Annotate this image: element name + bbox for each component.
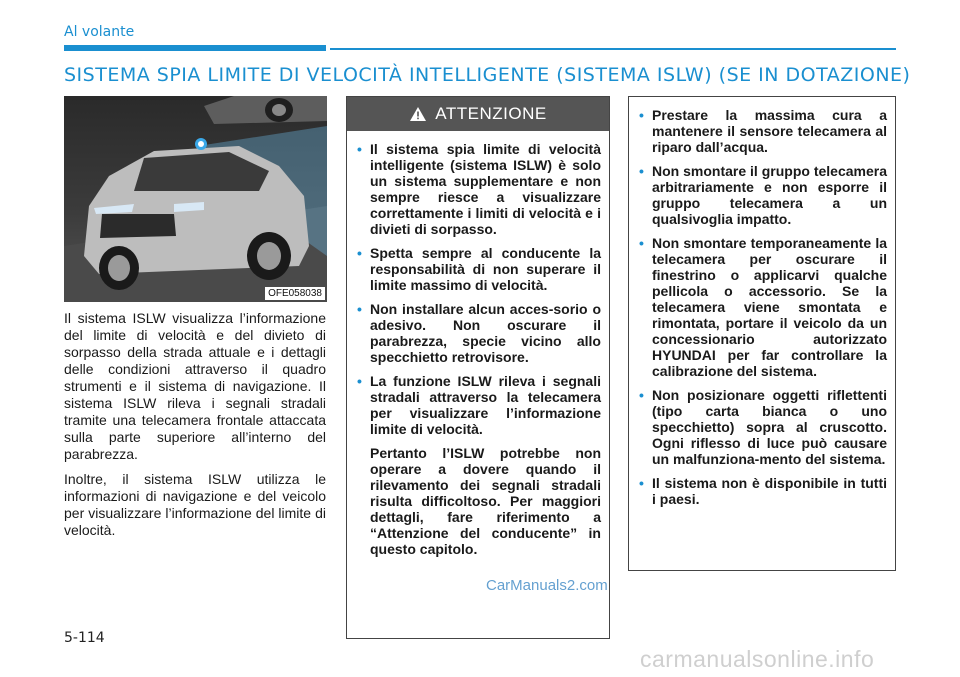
warning-item-text: Il sistema spia limite di velocità intelligente (sistema ISLW) è solo un sistema supplementare e non sempre riesce a visualizzare correttamente i limiti di velocità e i divieti di sorpasso. — [370, 141, 601, 237]
notes-box — [628, 96, 896, 571]
bullet-icon: • — [639, 475, 644, 491]
list-item — [357, 301, 601, 365]
warning-triangle-icon — [409, 106, 427, 122]
warning-title: ATTENZIONE — [435, 104, 547, 123]
list-item — [639, 475, 887, 507]
page-number: 5-114 — [64, 630, 105, 646]
list-item — [639, 235, 887, 379]
page-title: SISTEMA SPIA LIMITE DI VELOCITÀ INTELLIGENTE (SISTEMA ISLW) (SE IN DOTAZIONE) — [64, 64, 911, 86]
bullet-icon: • — [639, 235, 644, 251]
bullet-icon: • — [357, 141, 362, 157]
bullet-icon: • — [639, 387, 644, 403]
bullet-icon: • — [357, 245, 362, 261]
figure-code: OFE058038 — [265, 287, 325, 300]
warning-body — [347, 131, 609, 557]
section-label: Al volante — [64, 24, 135, 40]
warning-continuation: Pertanto l’ISLW potrebbe non operare a dovere quando il rilevamento dei segnali stradali risulta difficoltoso. Per maggiori dettagli, fare riferimento a “Attenzione del conducente” in questo capitolo. — [370, 445, 601, 557]
list-item — [357, 141, 601, 237]
warning-item-text: La funzione ISLW rileva i segnali stradali attraverso la telecamera per visualizzare l’informazione limite di velocità. — [370, 373, 601, 437]
warning-box — [346, 96, 610, 639]
list-item — [639, 107, 887, 155]
header-rule-thin — [330, 48, 896, 50]
intro-text — [64, 310, 326, 547]
warning-header — [347, 97, 609, 131]
warning-item-text: Spetta sempre al conducente la responsabilità di non superare il limite massimo di velocità. — [370, 245, 601, 293]
intro-paragraph: Il sistema ISLW visualizza l’informazione del limite di velocità e del divieto di sorpasso della strada attuale e i dettagli delle condizioni attraverso il quadro strumenti e il sistema di navigazione. Il sistema ISLW rileva i segnali stradali tramite una telecamera frontale attaccata sulla parte superiore all’interno del parabrezza. — [64, 310, 326, 462]
car-illustration — [64, 96, 327, 302]
warning-list — [357, 141, 601, 557]
bullet-icon: • — [357, 373, 362, 389]
list-item — [639, 387, 887, 467]
list-item — [357, 373, 601, 557]
list-item — [639, 163, 887, 227]
bullet-icon: • — [639, 163, 644, 179]
bullet-icon: • — [639, 107, 644, 123]
note-item-text: Non smontare il gruppo telecamera arbitrariamente e non esporre il gruppo telecamera a un qualsivoglia impatto. — [652, 163, 887, 227]
bullet-icon: • — [357, 301, 362, 317]
note-item-text: Non smontare temporaneamente la telecamera per oscurare il finestrino o applicarvi qualche pellicola o accessorio. Se la telecamera viene smontata e rimontata, portare il veicolo da un concessionario autorizzato HYUNDAI per far controllare la calibrazione del sistema. — [652, 235, 887, 379]
note-item-text: Non posizionare oggetti riflettenti (tipo carta bianca o uno specchietto) sopra al cruscotto. Ogni riflesso di luce può causare un malfunziona-mento del sistema. — [652, 387, 887, 467]
intro-paragraph: Inoltre, il sistema ISLW utilizza le informazioni di navigazione e del veicolo per visualizzare l’informazione del limite di velocità. — [64, 471, 326, 538]
list-item — [357, 245, 601, 293]
inline-watermark[interactable]: CarManuals2.com — [486, 577, 608, 594]
notes-list — [639, 107, 887, 507]
header-rule-thick — [64, 45, 326, 51]
note-item-text: Il sistema non è disponibile in tutti i paesi. — [652, 475, 887, 507]
note-item-text: Prestare la massima cura a mantenere il sensore telecamera al riparo dall’acqua. — [652, 107, 887, 155]
warning-item-text: Non installare alcun acces-sorio o adesivo. Non oscurare il parabrezza, specie vicino allo specchietto retrovisore. — [370, 301, 601, 365]
footer-watermark[interactable]: carmanualsonline.info — [640, 646, 875, 672]
